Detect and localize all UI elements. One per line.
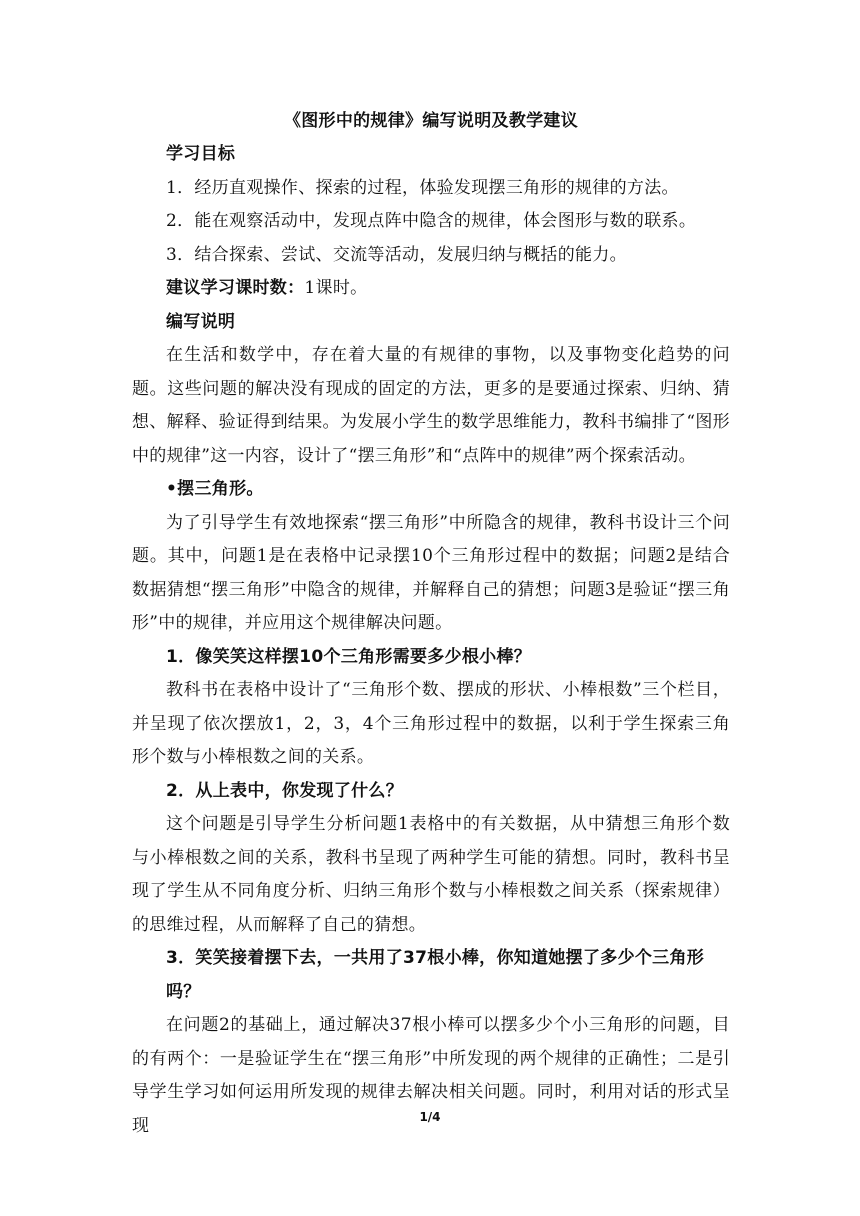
learning-goals-heading: 学习目标 <box>166 144 236 164</box>
triangle-activity-paragraph: 为了引导学生有效地探索“摆三角形”中所隐含的规律，教科书设计三个问题。其中，问题1是在表格中记录摆10个三角形过程中的数据；问题2是结合数据猜想“摆三角形”中隐含的规律，并解释自己的猜想；问题3是验证“摆三角形”中的规律，并应用这个规律解决问题。 <box>132 512 730 633</box>
question-1-heading: 1．像笑笑这样摆10个三角形需要多少根小棒？ <box>166 646 532 667</box>
writing-notes-heading: 编写说明 <box>166 311 236 332</box>
page-number: 1/4 <box>419 1110 441 1124</box>
learning-goal-2: 2．能在观察活动中，发现点阵中隐含的规律，体会图形与数的联系。 <box>166 211 697 231</box>
document-title: 《图形中的规律》编写说明及教学建议 <box>283 111 579 131</box>
suggested-hours-value: 1课时。 <box>304 278 368 298</box>
document-body <box>132 104 730 1143</box>
question-3-paragraph: 在问题2的基础上，通过解决37根小棒可以摆多少个小三角形的问题，目的有两个：一是验证学生在“摆三角形”中所发现的两个规律的正确性；二是引导学生学习如何运用所发现的规律去解决相关问题。同时，利用对话的形式呈现 <box>132 1015 730 1136</box>
intro-paragraph: 在生活和数学中，存在着大量的有规律的事物，以及事物变化趋势的问题。这些问题的解决没有现成的固定的方法，更多的是要通过探索、归纳、猜想、解释、验证得到结果。为发展小学生的数学思维能力，教科书编排了“图形中的规律”这一内容，设计了“摆三角形”和“点阵中的规律”两个探索活动。 <box>132 345 730 466</box>
learning-goal-3: 3．结合探索、尝试、交流等活动，发展归纳与概括的能力。 <box>166 244 627 265</box>
question-1-paragraph: 教科书在表格中设计了“三角形个数、摆成的形状、小棒根数”三个栏目，并呈现了依次摆放1，2，3，4个三角形过程中的数据，以利于学生探索三角形个数与小棒根数之间的关系。 <box>132 680 730 767</box>
learning-goal-1: 1．经历直观操作、探索的过程，体验发现摆三角形的规律的方法。 <box>166 177 679 198</box>
question-2-heading: 2．从上表中，你发现了什么？ <box>166 780 404 801</box>
question-2-paragraph: 这个问题是引导学生分析问题1表格中的有关数据，从中猜想三角形个数与小棒根数之间的关系，教科书呈现了两种学生可能的猜想。同时，教科书呈现了学生从不同角度分析、归纳三角形个数与小棒根数之间关系（探索规律）的思维过程，从而解释了自己的猜想。 <box>132 814 730 935</box>
suggested-hours <box>132 272 730 306</box>
triangle-activity-heading: •摆三角形。 <box>166 479 264 499</box>
suggested-hours-label: 建议学习课时数： <box>166 278 305 298</box>
question-3-heading: 3．笑笑接着摆下去，一共用了37根小棒，你知道她摆了多少个三角形吗？ <box>166 948 705 1002</box>
